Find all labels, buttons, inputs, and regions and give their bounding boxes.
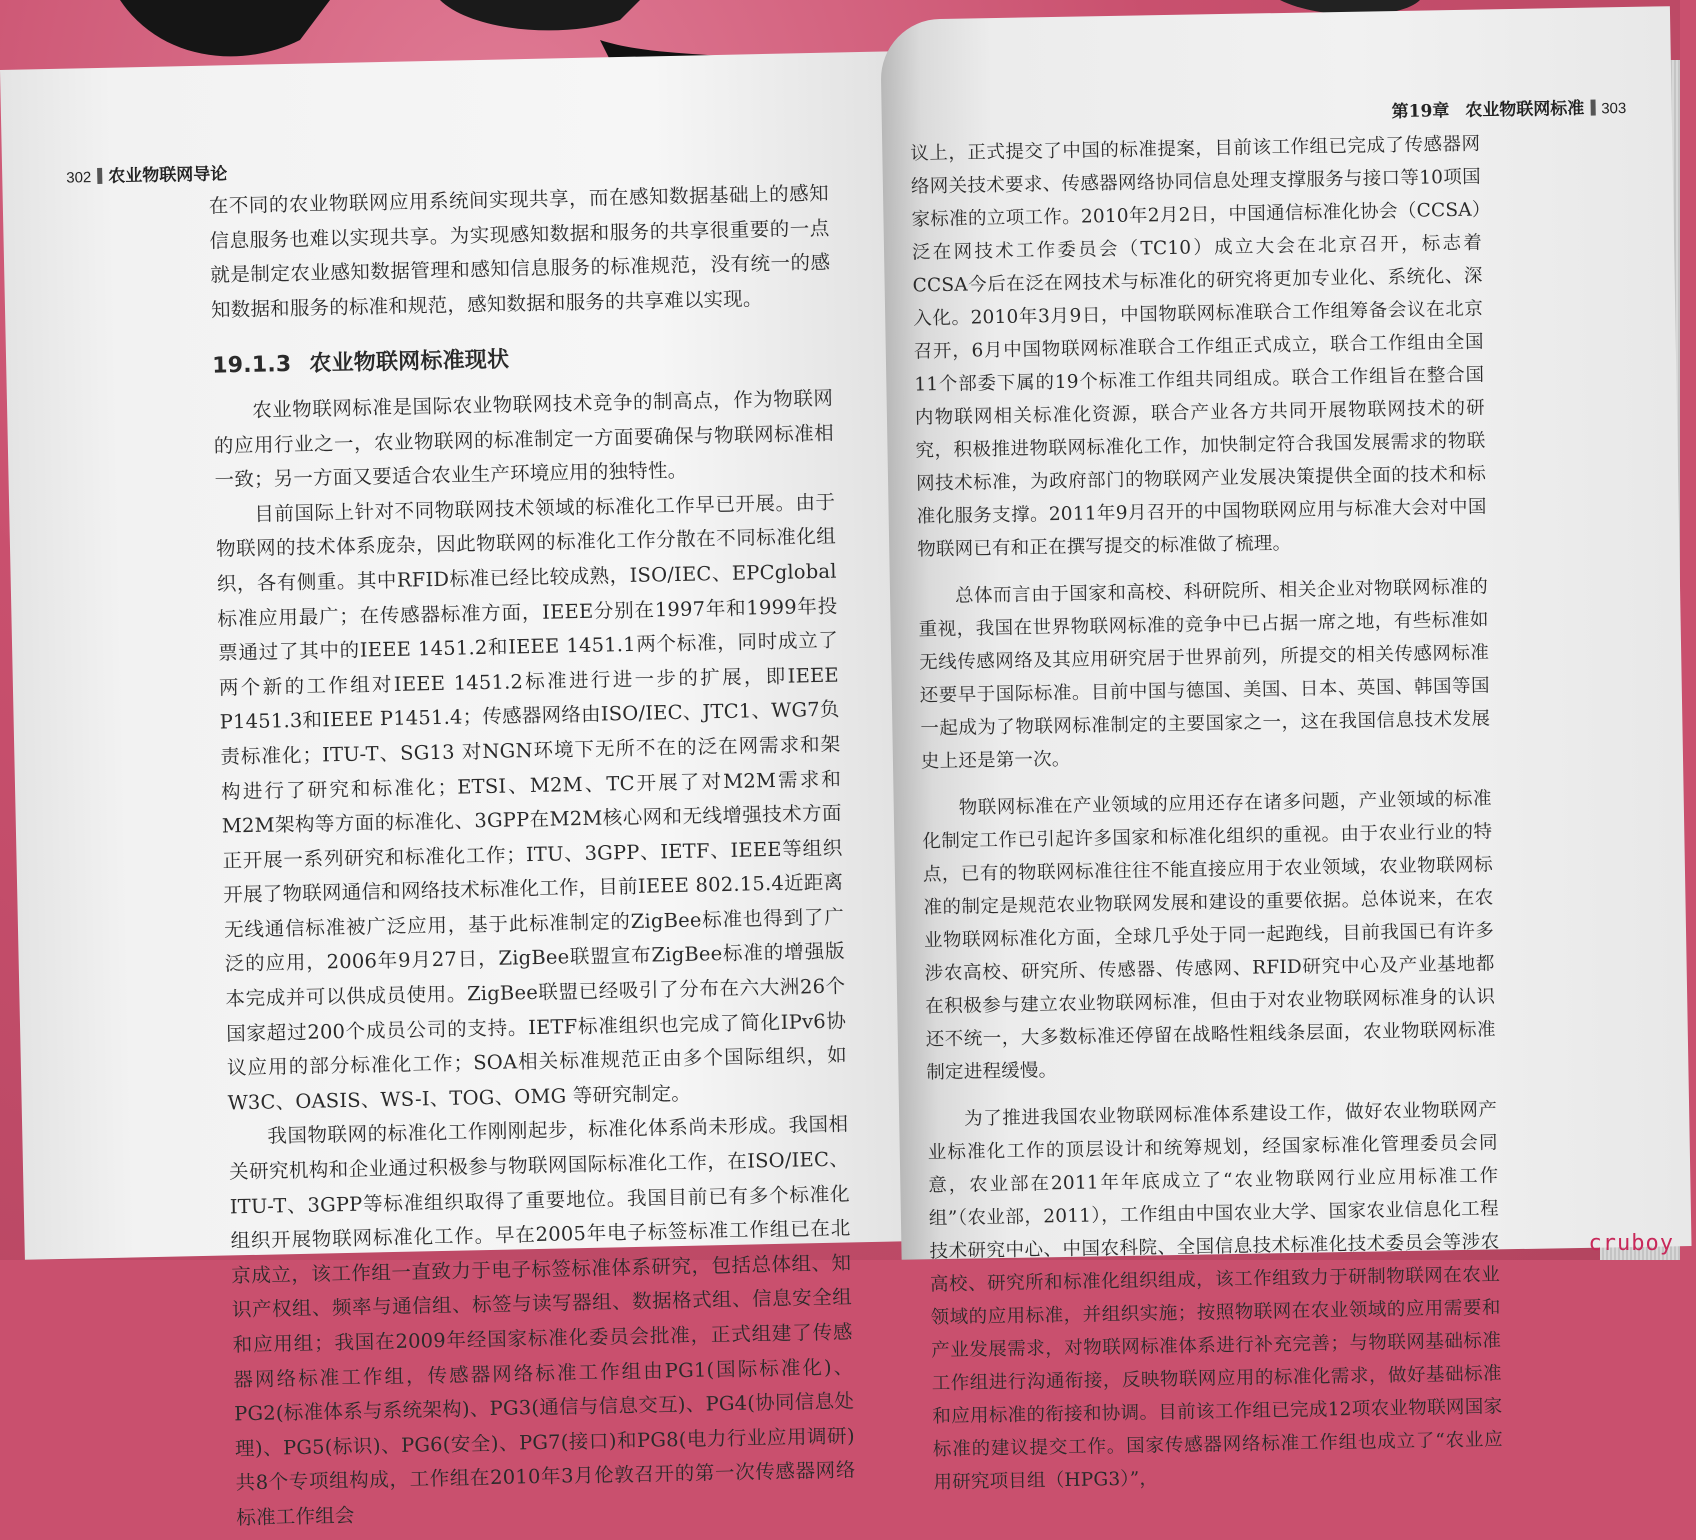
running-head-left — [66, 159, 228, 187]
paragraph: 议上，正式提交了中国的标准提案，目前该工作组已完成了传感器网络网关技术要求、传感器网络协同信息处理支撑服务与接口等10项国家标准的立项工作。2010年2月2日，中国通信标准化协会（CCSA）泛在网技术工作委员会（TC10）成立大会在北京召开，标志着CCSA今后在泛在网技术与标准化的研究将更加专业化、系统化、深入化。2010年3月9日，中国物联网标准联合工作组筹备会议在北京召开，6月中国物联网标准联合工作组正式成立，联合工作组由全国11个部委下属的19个标准工作组共同组成。联合工作组旨在整合国内物联网相关标准化资源，联合产业各方共同开展物联网技术的研究，积极推进物联网标准化工作，加快制定符合我国发展需求的物联网技术标准，为政府部门的物联网产业发展决策提供全面的技术和标准化服务支撑。2011年9月召开的中国物联网应用与标准大会对中国物联网已有和正在撰写提交的标准做了梳理。 — [910, 133, 1487, 561]
page-number-right: 303 — [1601, 99, 1627, 118]
left-text-column — [209, 177, 857, 1536]
header-bar — [97, 168, 102, 184]
paragraph: 在不同的农业物联网应用系统间实现共享，而在感知数据基础上的感知信息服务也难以实现共享。为实现感知数据和服务的共享很重要的一点就是制定农业感知数据管理和感知信息服务的标准规范，没有统一的感知数据和服务的标准和规范，感知数据和服务的共享难以实现。 — [208, 181, 831, 322]
chapter-title: 农业物联网标准 — [1465, 98, 1585, 121]
running-head-right — [1391, 93, 1626, 122]
page-number-left: 302 — [66, 169, 92, 187]
right-page — [880, 6, 1692, 1494]
book-title: 农业物联网导论 — [108, 164, 228, 187]
paragraph: 物联网标准在产业领域的应用还存在诸多问题，产业领域的标准化制定工作已引起许多国家和标准化组织的重视。由于农业行业的特点，已有的物联网标准往往不能直接应用于农业领域，农业物联网标准的制定是规范农业物联网发展和建设的重要依据。总体说来，在农业物联网标准化方面，全球几乎处于同一起跑线，目前我国已有许多涉农高校、研究所、传感器、传感网、RFID研究中心及产业基地都在积极参与建立农业物联网标准，但由于对农业物联网标准身的认识还不统一，大多数标准还停留在战略性粗线条层面，农业物联网标准制定进程缓慢。 — [922, 788, 1496, 1084]
section-heading — [212, 337, 833, 385]
paragraph: 我国物联网的标准化工作刚刚起步，标准化体系尚未形成。我国相关研究机构和企业通过积极参与物联网国际标准化工作，在ISO/IEC、ITU-T、3GPP等标准组织取得了重要地位。我国目前已有多个标准化组织开展物联网标准化工作。早在2005年电子标签标准工作组已在北京成立，该工作组一直致力于电子标签标准体系研究，包括总体组、知识产权组、频率与通信组、标签与读写器组、数据格式组、信息安全组和应用组；我国在2009年经国家标准化委员会批准，正式组建了传感器网络标准工作组，传感器网络标准工作组由PG1(国际标准化)、PG2(标准体系与系统架构)、PG3(通信与信息交互)、PG4(协同信息处理)、PG5(标识)、PG6(安全)、PG7(接口)和PG8(电力行业应用调研)共8个专项组构成，工作组在2010年3月伦敦召开的第一次传感器网络标准工作组会 — [228, 1112, 856, 1530]
chapter-label: 第19章 — [1391, 101, 1450, 123]
paragraph: 为了推进我国农业物联网标准体系建设工作，做好农业物联网产业标准化工作的顶层设计和统筹规划，经国家标准化管理委员会同意，农业部在2011年年底成立了“农业物联网行业应用标准工作组”（农业部，2011），工作组由中国农业大学、国家农业信息化工程技术研究中心、中国农科院、全国信息技术标准化技术委员会等涉农高校、研究所和标准化组织组成，该工作组致力于研制物联网在农业领域的应用标准，并组织实施；按照物联网在农业领域的应用需要和产业发展需求，对物联网标准体系进行补充完善；与物联网基础标准工作组进行沟通衔接，反映物联网应用的标准化需求，做好基础标准和应用标准的衔接和协调。目前该工作组已完成12项农业物联网国家标准的建议提交工作。国家传感器网络标准工作组也成立了“农业应用研究项目组（HPG3）”， — [927, 1099, 1504, 1494]
left-page — [0, 51, 955, 1530]
paragraph: 农业物联网标准是国际农业物联网技术竞争的制高点，作为物联网的应用行业之一，农业物联网的标准制定一方面要确保与物联网标准相一致；另一方面又要适合农业生产环境应用的独特性。 — [213, 386, 835, 492]
section-number: 19.1.3 — [211, 352, 292, 379]
right-text-column — [910, 128, 1504, 1500]
paragraph: 目前国际上针对不同物联网技术领域的标准化工作早已开展。由于物联网的技术体系庞杂，因此物联网的标准化工作分散在不同标准化组织，各有侧重。其中RFID标准已经比较成熟，ISO/IEC、EPCglobal标准应用最广；在传感器标准方面，IEEE分别在1997年和1999年投票通过了其中的IEEE 1451.2和IEEE 1451.1两个标准，同时成立了两个新的工作组对IEEE 1451.2标准进行进一步的扩展，即IEEE P1451.3和IEEE P1451.4；传感器网络由ISO/IEC、JTC1、WG7负责标准化；ITU-T、SG13 对NGN环境下无所不在的泛在网需求和架构进行了研究和标准化；ETSI、M2M、TC开展了对M2M需求和M2M架构等方面的标准化、3GPP在M2M核心网和无线增强技术方面正开展一系列研究和标准化工作；ITU、3GPP、IETF、IEEE等组织开展了物联网通信和网络技术标准化工作，目前IEEE 802.15.4近距离无线通信标准被广泛应用，基于此标准制定的ZigBee标准也得到了广泛的应用，2006年9月27日，ZigBee联盟宣布ZigBee标准的增强版本完成并可以供成员使用。ZigBee联盟已经吸引了分布在六大洲26个国家超过200个成员公司的支持。IETF标准组织也完成了简化IPv6协议应用的部分标准化工作；SOA相关标准规范正由多个国际组织，如W3C、OASIS、WS-I、TOG、OMG 等研究制定。 — [215, 490, 848, 1115]
paragraph: 总体而言由于国家和高校、科研院所、相关企业对物联网标准的重视，我国在世界物联网标准的竞争中已占据一席之地，有些标准如无线传感网络及其应用研究居于世界前列，所提交的相关传感网标准还要早于国际标准。目前中国与德国、美国、日本、英国、韩国等国一起成为了物联网标准制定的主要国家之一，这在我国信息技术发展史上还是第一次。 — [918, 576, 1491, 773]
watermark-text: cruboy — [1588, 1231, 1674, 1256]
section-title: 农业物联网标准现状 — [309, 347, 510, 377]
header-bar — [1590, 100, 1595, 116]
